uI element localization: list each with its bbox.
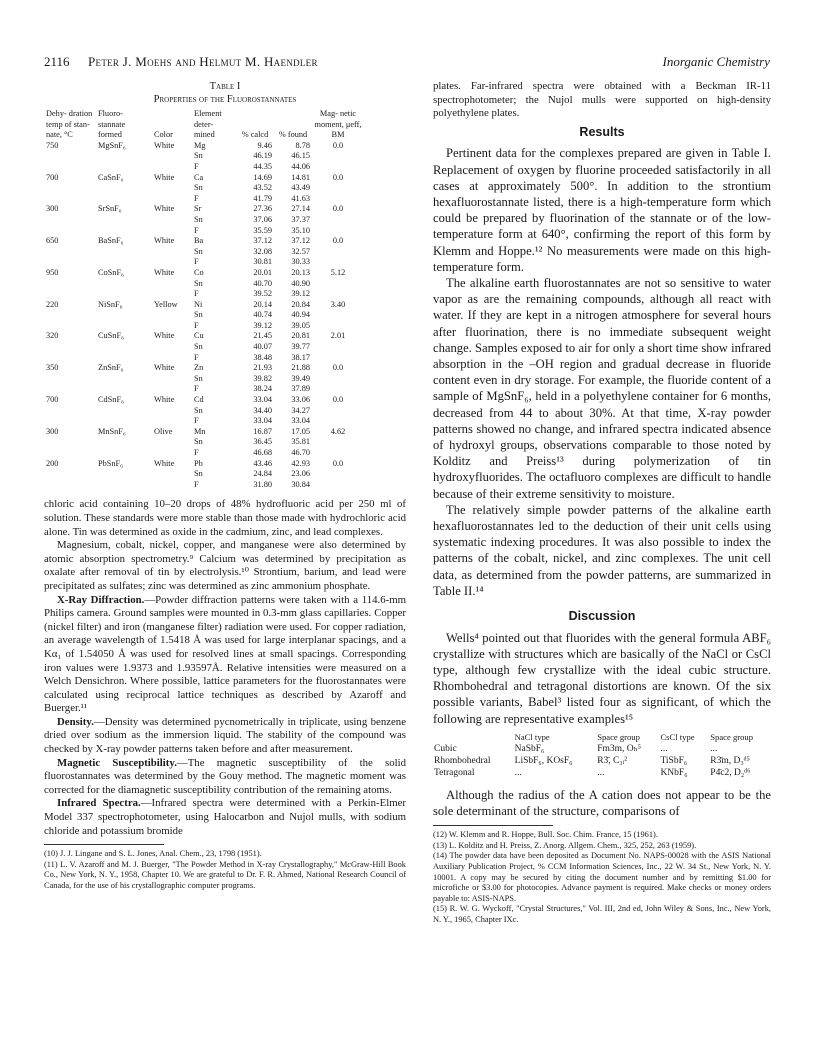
variants-header-row <box>433 731 771 743</box>
table-row <box>44 416 364 427</box>
variants-cell: NaSbF₆ <box>514 743 545 754</box>
cell-moment: 0.0 <box>332 236 344 246</box>
cell-element: Zn <box>194 363 204 373</box>
cell-element: Mg <box>194 140 206 150</box>
results-heading: Results <box>579 124 625 139</box>
cell-color: White <box>154 140 175 150</box>
cell-calcd: 21.45 <box>253 331 272 341</box>
table-row <box>44 437 364 448</box>
table-row <box>44 363 364 374</box>
cell-calcd: 39.12 <box>253 320 272 330</box>
cell-found: 20.84 <box>291 299 310 309</box>
cell-temp: 950 <box>46 267 59 277</box>
table-row <box>44 310 364 321</box>
cell-formula: ZnSnF₆ <box>98 363 124 373</box>
table-row <box>44 427 364 438</box>
cell-formula: MgSnF₆ <box>98 140 126 150</box>
cell-moment: 0.0 <box>332 395 344 405</box>
cell-temp: 350 <box>46 363 59 373</box>
cell-temp: 700 <box>46 172 59 182</box>
cell-calcd: 24.84 <box>253 469 272 479</box>
table-row <box>44 374 364 385</box>
cell-color: White <box>154 363 175 373</box>
cell-calcd: 40.74 <box>253 310 272 320</box>
table-row <box>44 162 364 173</box>
left-paragraph: chloric acid containing 10–20 drops of 48% hydrofluoric acid per 250 ml of solution. These standards were more stable than those made with hydrochloric acid alone. Tin was determined as oxide in the cadmium, zinc, and lead complexes. <box>44 498 406 538</box>
cell-element: F <box>194 289 199 299</box>
cell-element: Ca <box>194 172 204 182</box>
cell-element: Pb <box>194 458 203 468</box>
structure-variants-table <box>433 731 771 779</box>
cell-element: Sn <box>194 437 203 447</box>
cell-calcd: 38.48 <box>253 352 272 362</box>
cell-element: Sr <box>194 204 202 214</box>
cell-formula: SrSnF₆ <box>98 204 122 214</box>
variants-cell: Fm3m, Oₕ⁵ <box>597 743 642 754</box>
variants-cell: R3̄, C₃ᵢ² <box>597 755 628 766</box>
cell-found: 27.14 <box>291 204 310 214</box>
table-row <box>44 226 364 237</box>
table-row <box>44 353 364 364</box>
table-row <box>44 384 364 395</box>
variants-row <box>433 743 771 755</box>
left-paragraph: Magnesium, cobalt, nickel, copper, and manganese were also determined by atomic absorption spectrometry.⁹ Calcium was determined by precipitation as oxalate after removal of tin by electrolysis.¹⁰ Strontium, barium, and lead were precipitated as sulfates; zinc was determined as zinc ammonium phosphate. <box>44 539 406 592</box>
variants-cell: LiSbF₆, KOsF₆ <box>514 755 573 766</box>
cell-temp: 200 <box>46 458 59 468</box>
footnote: (13) L. Kolditz and H. Preiss, Z. Anorg. Allgem. Chem., 325, 252, 263 (1959). <box>433 840 697 850</box>
cell-calcd: 32.08 <box>253 246 272 256</box>
results-paragraph: Pertinent data for the complexes prepared are given in Table I. Replacement of oxygen by fluorine proceeded satisfactorily in all cases at approximately 500°. In addition to the strontium hexafluorostannate listed, there is a high-temperature form which could be prepared by fluorination of the stannate or of the low-temperature form at 640°, confirming the report of this form by Klemm and Hoppe.¹² No measurements were made on this high-temperature form. <box>433 146 771 274</box>
cell-found: 35.10 <box>291 225 310 235</box>
table-row <box>44 279 364 290</box>
variants-cell: ... <box>710 743 718 754</box>
footnote: (15) R. W. G. Wyckoff, "Crystal Structures," Vol. III, 2nd ed, John Wiley & Sons, Inc., New York, N. Y., 1965, Chapter IXc. <box>433 904 771 925</box>
table-row <box>44 194 364 205</box>
cell-element: F <box>194 448 199 457</box>
cell-calcd: 9.46 <box>257 140 272 150</box>
cell-calcd: 40.70 <box>253 278 272 288</box>
journal-name: Inorganic Chemistry <box>662 54 770 69</box>
cell-moment: 0.0 <box>332 363 344 373</box>
table-row <box>44 236 364 247</box>
cell-formula: PbSnF₆ <box>98 458 124 468</box>
footnote: (11) L. V. Azaroff and M. J. Buerger, "The Powder Method in X-ray Crystallography," McGraw-Hill Book Co., New York, N. Y., 1958, Chapter 10. We are grateful to Dr. F. R. Ahmed, National Research Council of Canada, for the use of his crystallographic computer programs. <box>44 859 406 890</box>
table-row <box>44 342 364 353</box>
cell-element: F <box>194 161 199 171</box>
cell-found: 42.93 <box>291 458 310 468</box>
cell-temp: 320 <box>46 331 59 341</box>
table-row <box>44 300 364 311</box>
table-row <box>44 268 364 279</box>
cell-color: White <box>154 236 175 246</box>
cell-found: 21.88 <box>291 363 310 373</box>
cell-found: 39.12 <box>291 289 310 299</box>
cell-color: Yellow <box>154 299 178 309</box>
table-row <box>44 141 364 152</box>
xray-heading: X-Ray Diffraction. <box>57 593 145 606</box>
cell-calcd: 37.12 <box>253 236 272 246</box>
cell-calcd: 33.04 <box>253 395 272 405</box>
table-row <box>44 321 364 332</box>
cell-moment: 5.12 <box>330 267 346 277</box>
cell-calcd: 27.36 <box>253 204 272 214</box>
header-found: % found <box>278 130 308 140</box>
variants-header <box>433 731 514 743</box>
author-line: Peter J. Moehs and Helmut M. Haendler <box>88 54 318 69</box>
variants-cell: ... <box>597 767 605 778</box>
cell-found: 33.06 <box>291 395 310 405</box>
cell-found: 30.33 <box>291 257 310 267</box>
cell-moment: 3.40 <box>330 299 346 309</box>
cell-calcd: 44.35 <box>253 161 272 171</box>
magnetic-text: —The magnetic susceptibility of the solid fluorostannates was determined by the Gouy method. The magnetic moment was corrected for the diamagnetic susceptibility contribution of the remaining atoms. <box>44 756 406 796</box>
density-heading: Density. <box>57 715 94 728</box>
cell-element: Sn <box>194 373 203 383</box>
cell-found: 39.05 <box>291 320 310 330</box>
table-row <box>44 173 364 184</box>
cell-found: 39.49 <box>291 373 310 383</box>
cell-found: 37.12 <box>291 236 310 246</box>
cell-found: 40.94 <box>291 310 310 320</box>
xray-paragraph <box>44 594 406 716</box>
discussion-paragraph: Although the radius of the A cation does not appear to be the sole determinant of the structure, comparisons of <box>433 787 771 819</box>
cell-element: Cd <box>194 395 204 405</box>
cell-found: 34.27 <box>291 405 310 415</box>
density-paragraph <box>44 716 406 757</box>
magnetic-heading: Magnetic Susceptibility. <box>57 756 177 769</box>
properties-table <box>44 109 364 490</box>
cell-found: 20.13 <box>291 267 310 277</box>
cell-element: Mn <box>194 426 206 436</box>
cell-element: Co <box>194 267 204 277</box>
infrared-paragraph <box>44 797 406 838</box>
cell-calcd: 14.69 <box>253 172 272 182</box>
cell-color: White <box>154 267 175 277</box>
cell-found: 23.06 <box>291 469 310 479</box>
page-number: 2116 <box>44 54 70 69</box>
cell-element: Sn <box>194 246 203 256</box>
table-row <box>44 204 364 215</box>
cell-temp: 220 <box>46 299 59 309</box>
cell-found: 44.06 <box>291 161 310 171</box>
variants-cell: ... <box>514 767 522 778</box>
cell-moment: 4.62 <box>330 426 346 436</box>
cell-formula: CdSnF₆ <box>98 395 124 405</box>
cell-calcd: 41.79 <box>253 193 272 203</box>
cell-found: 46.15 <box>291 151 310 161</box>
cell-calcd: 21.93 <box>253 363 272 373</box>
variants-cell: R3̄m, D₃ᵈ⁵ <box>710 755 750 766</box>
cell-moment: 2.01 <box>330 331 346 341</box>
table-row <box>44 406 364 417</box>
cell-calcd: 39.52 <box>253 289 272 299</box>
running-header <box>44 54 770 72</box>
variants-cell: ... <box>660 743 668 754</box>
cell-found: 33.04 <box>291 416 310 426</box>
cell-calcd: 20.14 <box>253 299 272 309</box>
cell-color: White <box>154 204 175 214</box>
right-column <box>433 80 771 926</box>
table-label: Table I <box>209 81 241 92</box>
variants-header: NaCl type <box>514 731 550 742</box>
results-paragraph: The alkaline earth fluorostannates are not so sensitive to water vapor as are the remaining compounds, although all react with water. If they are kept in a nitrogen atmosphere for several hours after fluorination, there is no immediate subsequent weight change. Samples exposed to air for only a short time show infrared absorption in the –OH region and gradual decrease in fluoride content even in dry storage. For example, the fluoride content of a sample of MgSnF₆, held in a polyethylene container for 6 months, decreased from 44 to about 30%. At that time, X-ray powder patterns showed no change, and infrared spectra indicated absence of hydroxyl groups, observations comparable to those noted by Kolditz and Preiss¹³ during polymerization of tin hydroxyfluorides. The octafluoro complexes are difficult to handle because of their extreme sensitivity to moisture. <box>433 276 771 501</box>
cell-color: White <box>154 395 175 405</box>
cell-element: F <box>194 479 199 489</box>
cell-found: 41.63 <box>291 193 310 203</box>
footnote: (10) J. J. Lingane and S. L. Jones, Anal. Chem., 23, 1798 (1951). <box>44 849 262 859</box>
cell-formula: CoSnF₆ <box>98 267 124 277</box>
cell-element: Sn <box>194 278 203 288</box>
variants-header: Space group <box>597 731 640 742</box>
cell-temp: 700 <box>46 395 59 405</box>
cell-element: Ba <box>194 236 204 246</box>
cell-element: F <box>194 225 199 235</box>
cell-calcd: 40.07 <box>253 342 272 352</box>
cell-found: 35.81 <box>291 437 310 447</box>
cell-element: Sn <box>194 405 203 415</box>
cell-element: Sn <box>194 469 203 479</box>
variants-cell: Rhombohedral <box>434 755 491 766</box>
cell-temp: 650 <box>46 236 59 246</box>
infrared-text: —Infrared spectra were determined with a Perkin-Elmer Model 337 spectrophotometer, using Halocarbon and Nujol mulls, with sodium chloride and potassium bromide <box>44 797 406 837</box>
cell-formula: CuSnF₆ <box>98 331 124 341</box>
table-caption: Properties of the Fluorostannates <box>153 94 297 105</box>
cell-element: Cu <box>194 331 204 341</box>
cell-element: F <box>194 193 199 203</box>
cell-calcd: 38.24 <box>253 384 272 394</box>
cell-calcd: 46.68 <box>253 448 272 457</box>
cell-moment: 0.0 <box>332 204 344 214</box>
cell-element: Sn <box>194 214 203 224</box>
cell-moment: 0.0 <box>332 458 344 468</box>
header-color: Color <box>154 130 173 140</box>
cell-calcd: 20.01 <box>253 267 272 277</box>
results-paragraph: The relatively simple powder patterns of the alkaline earth hexafluorostannates led to the deduction of their unit cells using systematic indexing procedures. It was also possible to index the patterns of the cobalt, nickel, and zinc complexes. The unit cell data, as determined from the powder patterns, are summarized in Table II.¹⁴ <box>433 502 771 598</box>
table-row <box>44 331 364 342</box>
table-row <box>44 183 364 194</box>
cell-calcd: 35.59 <box>253 225 272 235</box>
cell-calcd: 33.04 <box>253 416 272 426</box>
cell-found: 46.70 <box>291 448 310 457</box>
left-column <box>44 80 406 892</box>
header-moment: Mag- netic moment, μeff, BM <box>314 109 362 140</box>
table-row <box>44 459 364 470</box>
cell-found: 40.90 <box>291 278 310 288</box>
table-row <box>44 215 364 226</box>
cell-found: 43.49 <box>291 183 310 193</box>
cell-found: 8.78 <box>295 140 310 150</box>
cell-element: Sn <box>194 342 203 352</box>
variants-cell: KNbF₆ <box>660 767 688 778</box>
table-row <box>44 247 364 258</box>
cell-found: 14.81 <box>291 172 310 182</box>
cell-moment: 0.0 <box>332 140 344 150</box>
cell-found: 39.77 <box>291 342 310 352</box>
cell-found: 30.84 <box>291 479 310 489</box>
cell-color: White <box>154 331 175 341</box>
discussion-heading: Discussion <box>568 609 636 624</box>
cell-calcd: 34.40 <box>253 405 272 415</box>
cell-color: White <box>154 458 175 468</box>
magnetic-paragraph <box>44 757 406 798</box>
table-row <box>44 480 364 491</box>
table-row <box>44 469 364 480</box>
variants-header: CsCl type <box>660 731 695 742</box>
variants-header: Space group <box>710 731 753 742</box>
cell-formula: NiSnF₆ <box>98 299 123 309</box>
cell-calcd: 39.82 <box>253 373 272 383</box>
cell-formula: CaSnF₆ <box>98 172 124 182</box>
variants-cell: Tetragonal <box>434 767 475 778</box>
footnote: (12) W. Klemm and R. Hoppe, Bull. Soc. Chim. France, 15 (1961). <box>433 830 658 840</box>
cell-element: F <box>194 384 199 394</box>
cell-calcd: 43.46 <box>253 458 272 468</box>
cell-found: 37.89 <box>291 384 310 394</box>
cell-element: F <box>194 257 199 267</box>
cell-moment: 0.0 <box>332 172 344 182</box>
cell-element: Ni <box>194 299 203 309</box>
cell-element: Sn <box>194 310 203 320</box>
cell-temp: 750 <box>46 140 59 150</box>
table-row <box>44 257 364 268</box>
table-row <box>44 289 364 300</box>
variants-row <box>433 755 771 767</box>
cell-element: Sn <box>194 183 203 193</box>
cell-calcd: 16.87 <box>253 426 272 436</box>
cell-calcd: 43.52 <box>253 183 272 193</box>
header-temp: Dehy- dration temp of stan- nate, °C <box>46 109 93 140</box>
cell-temp: 300 <box>46 426 59 436</box>
cell-element: F <box>194 320 199 330</box>
cell-calcd: 31.80 <box>253 479 272 489</box>
table-header-row <box>44 109 364 141</box>
xray-text: —Powder diffraction patterns were taken with a 114.6-mm Philips camera. Ground samples were mounted in 0.3-mm glass capillaries. Copper (nickel filter) and iron (manganese filter) radiation were used. For copper radiation, an average wavelength of 1.5418 Å was used for large interplanar spacings, and a Kα₁ of 1.54050 Å was used for resolved lines at small spacings. Corresponding iron values were 1.9373 and 1.93597Å. Relative intensities were measured on a Welch Densichron. Where possible, lattice parameters for the fluorostannates were calculated using reciprocal lattice techniques as described by Azaroff and Buerger.¹¹ <box>44 593 406 715</box>
table-row <box>44 448 364 459</box>
cell-color: White <box>154 172 175 182</box>
cell-calcd: 46.19 <box>253 151 272 161</box>
cell-formula: MnSnF₆ <box>98 426 126 436</box>
cell-element: F <box>194 352 199 362</box>
discussion-paragraph: Wells⁴ pointed out that fluorides with the general formula ABF₆ crystallize with structures which are basically of the NaCl or CsCl type, although few crystallize with the ideal cubic structure. Rhombohedral and tetragonal distortions are known. Of the six possible variants, Babel³ listed four as significant, of which the following are representative examples¹⁵ <box>433 630 771 726</box>
cell-calcd: 30.81 <box>253 257 272 267</box>
cell-found: 32.57 <box>291 246 310 256</box>
table-row <box>44 395 364 406</box>
cell-element: Sn <box>194 151 203 161</box>
cell-temp: 300 <box>46 204 59 214</box>
header-calcd: % calcd <box>241 130 269 140</box>
cell-element: F <box>194 416 199 426</box>
variants-cell: TiSbF₆ <box>660 755 688 766</box>
cell-color: Olive <box>154 426 173 436</box>
cell-found: 37.37 <box>291 214 310 224</box>
header-element: Element deter- mined <box>194 109 222 140</box>
table-row <box>44 151 364 162</box>
cell-found: 17.05 <box>291 426 310 436</box>
infrared-heading: Infrared Spectra. <box>57 797 141 810</box>
cell-calcd: 37.06 <box>253 214 272 224</box>
cell-formula: BaSnF₆ <box>98 236 124 246</box>
header-fluoro: Fluoro- stannate formed <box>98 109 126 140</box>
density-text: —Density was determined pycnometrically in triplicate, using benzene dried over sodium as the immersion liquid. The stability of the compound was checked by X-ray powder patterns taken before and after measurement. <box>44 715 406 756</box>
footnote-rule <box>44 844 164 845</box>
cell-found: 20.81 <box>291 331 310 341</box>
footnote-rule <box>433 825 553 826</box>
variants-cell: Cubic <box>434 743 457 754</box>
footnote: (14) The powder data have been deposited as Document No. NAPS-00028 with the ASIS National Auxiliary Publication Project, % CCM Information Sciences, Inc., 22 W. 34 St., New York, N. Y. 10001. A copy may be secured by citing the document number and by remitting $1.00 for microfiche or $3.00 for photocopies. Advance payment is required. Make checks or money orders payable to: ASIS-NAPS. <box>433 851 771 903</box>
cell-calcd: 36.45 <box>253 437 272 447</box>
variants-row <box>433 767 771 779</box>
cell-found: 38.17 <box>291 352 310 362</box>
variants-cell: P4̄c2, D₂ᵈ⁶ <box>710 767 751 778</box>
right-paragraph: plates. Far-infrared spectra were obtained with a Beckman IR-11 spectrophotometer; the Nujol mulls were supported on high-density polyethylene plates. <box>433 80 771 120</box>
